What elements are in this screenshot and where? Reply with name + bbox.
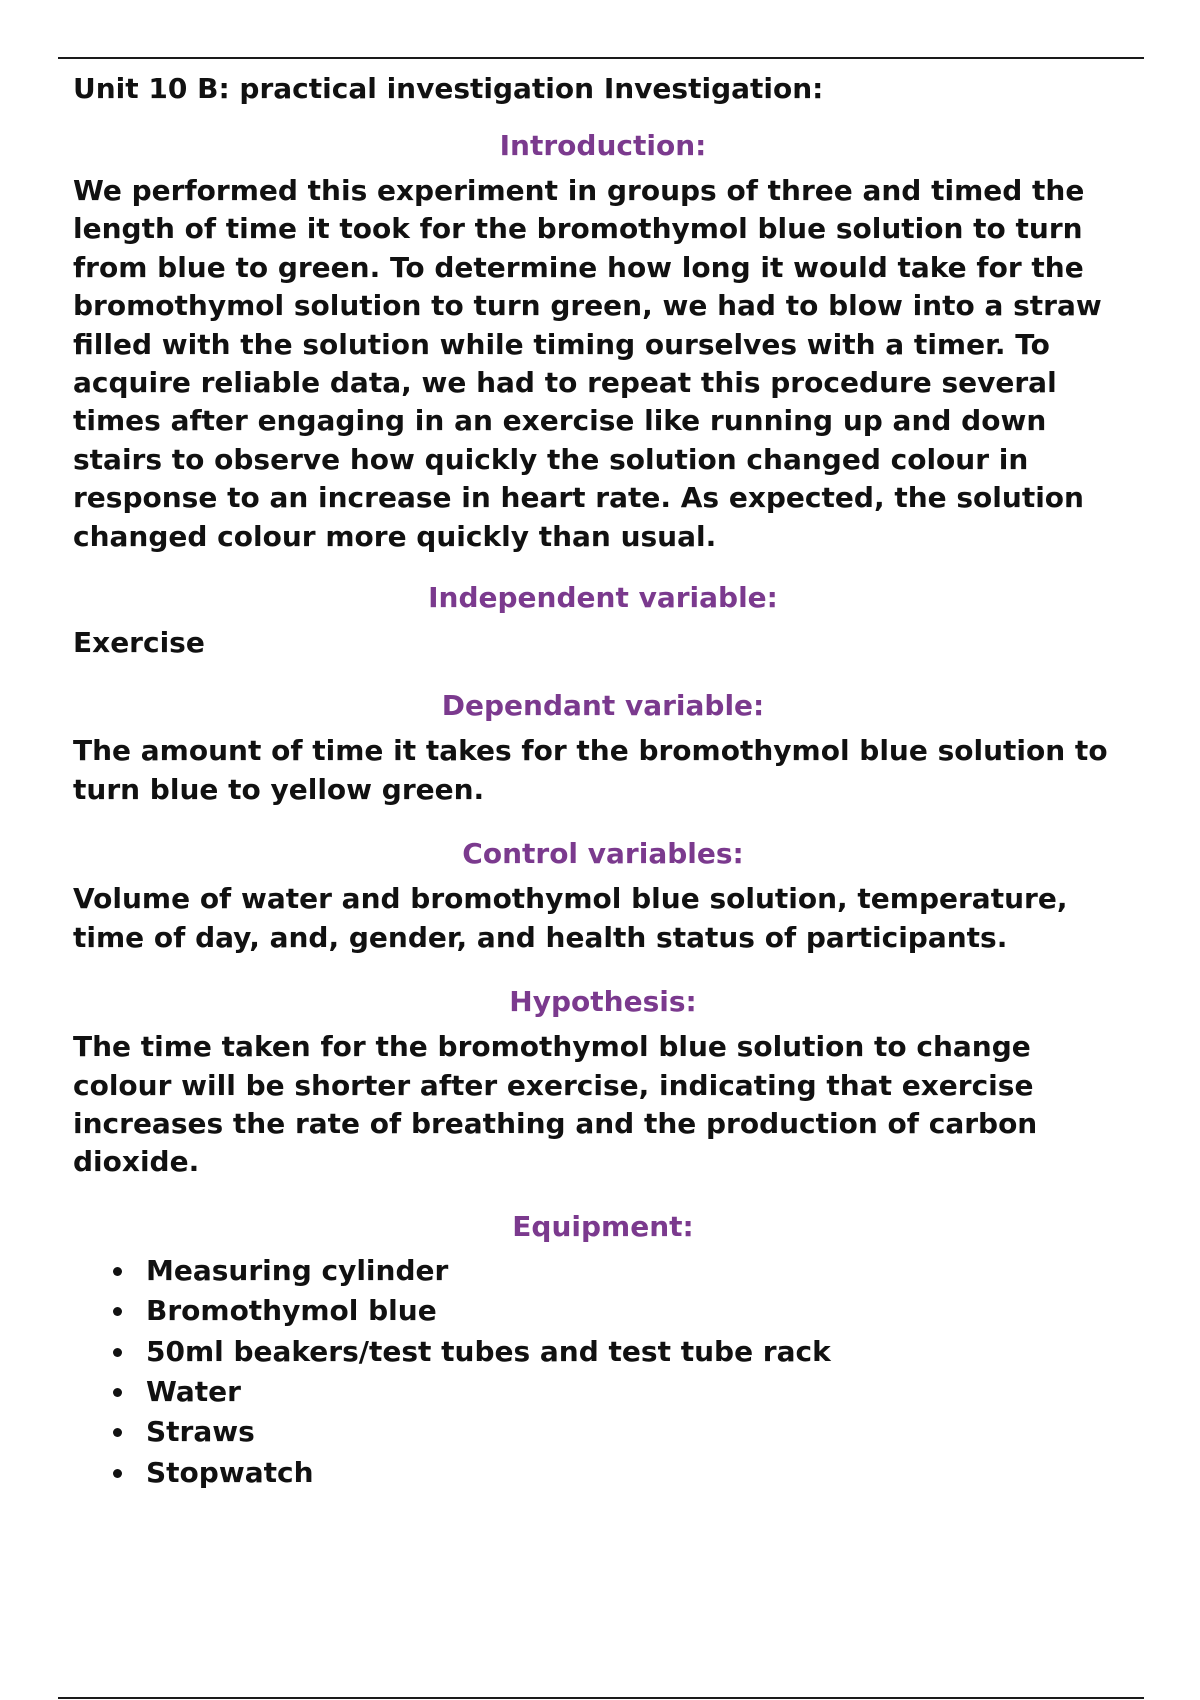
list-item [73,1251,1133,1291]
list-item [73,1412,1133,1452]
dependent-variable-text: The amount of time it takes for the bromothymol blue solution to turn blue to yellow green. [73,734,1108,806]
document-body [73,70,1133,1493]
list-item [73,1332,1133,1372]
bullet-icon [113,1469,122,1478]
bottom-rule [58,1697,1144,1699]
list-item-label: Straws [146,1415,255,1449]
document-title: Unit 10 B: practical investigation Investigation: [73,72,824,105]
independent-variable-heading: Independent variable: [428,581,778,615]
bullet-icon [113,1388,122,1397]
list-item-label: Stopwatch [146,1455,314,1489]
top-rule [58,57,1144,59]
introduction-text: We performed this experiment in groups of three and timed the length of time it took for the bromothymol blue solution to turn from blue to green. To determine how long it would take for the bromothymol solution to turn green, we had to blow into a straw filled with the solution while timing ourselves with a timer. To acquire reliable data, we had to repeat this procedure several times after engaging in an exercise like running up and down stairs to observe how quickly the solution changed colour in response to an increase in heart rate. As expected, the solution changed colour more quickly than usual. [73,174,1102,553]
equipment-list [73,1251,1133,1493]
bullet-icon [113,1348,122,1357]
hypothesis-text: The time taken for the bromothymol blue solution to change colour will be shorter after exercise, indicating that exercise increases the rate of breathing and the production of carbon dioxide. [73,1030,1038,1179]
list-item [73,1372,1133,1412]
bullet-icon [113,1307,122,1316]
list-item [73,1453,1133,1493]
list-item [73,1291,1133,1331]
list-item-label: 50ml beakers/test tubes and test tube rack [146,1334,831,1368]
list-item-label: Bromothymol blue [146,1294,437,1328]
hypothesis-heading: Hypothesis: [509,985,697,1019]
bullet-icon [113,1428,122,1437]
list-item-label: Water [146,1374,241,1408]
independent-variable-text: Exercise [73,626,205,660]
dependent-variable-heading: Dependant variable: [441,689,765,723]
control-variables-text: Volume of water and bromothymol blue solution, temperature, time of day, and, gender, and health status of participants. [73,882,1068,954]
bullet-icon [113,1267,122,1276]
list-item-label: Measuring cylinder [146,1253,449,1287]
control-variables-heading: Control variables: [462,837,744,871]
introduction-heading: Introduction: [499,129,707,162]
equipment-heading: Equipment: [512,1209,694,1243]
